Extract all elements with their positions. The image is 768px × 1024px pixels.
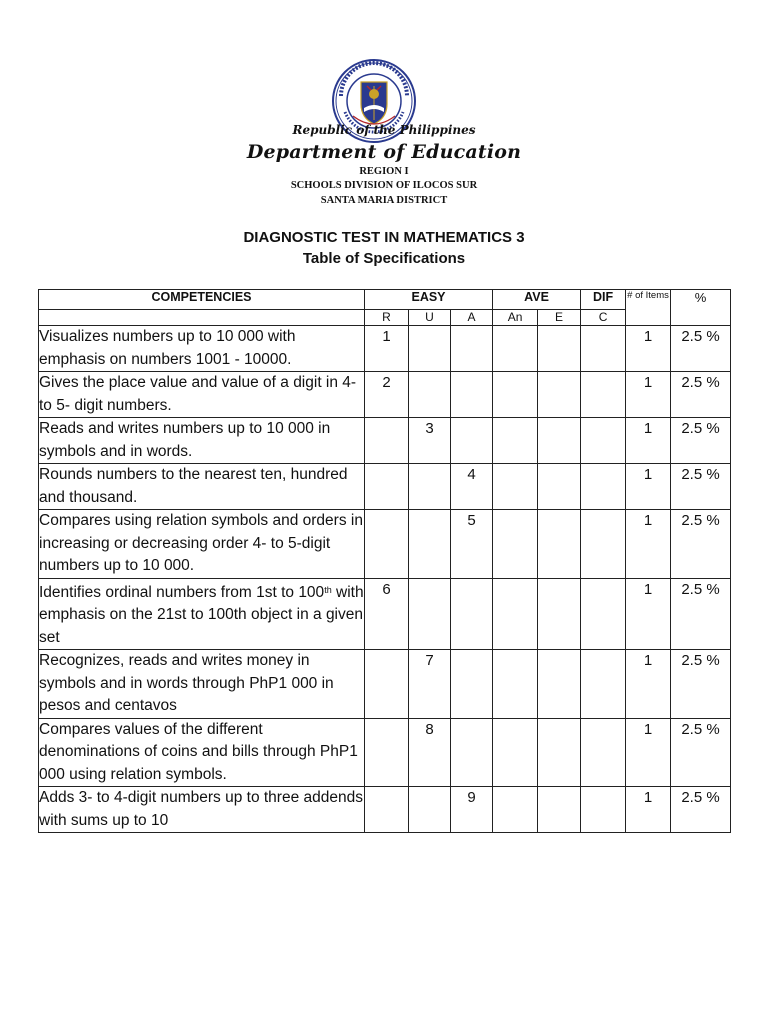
cell-u: 7 <box>409 650 451 719</box>
header-ave: AVE <box>493 290 581 310</box>
cell-e <box>538 787 581 833</box>
cell-a <box>451 372 493 418</box>
cell-percent: 2.5 % <box>671 510 731 579</box>
table-row <box>39 326 731 372</box>
cell-r: 1 <box>365 326 409 372</box>
competency-cell <box>39 578 365 650</box>
cell-an <box>493 326 538 372</box>
cell-a <box>451 650 493 719</box>
cell-u <box>409 578 451 650</box>
cell-items: 1 <box>626 510 671 579</box>
department-heading: Department of Education <box>246 141 522 163</box>
cell-an <box>493 372 538 418</box>
cell-an <box>493 787 538 833</box>
competency-text: Identifies ordinal numbers from 1st to 100 <box>39 583 325 601</box>
cell-e <box>538 578 581 650</box>
cell-an <box>493 650 538 719</box>
cell-a <box>451 578 493 650</box>
competency-cell: Adds 3- to 4-digit numbers up to three addends with sums up to 10 <box>39 787 365 833</box>
cell-percent: 2.5 % <box>671 578 731 650</box>
cell-u <box>409 510 451 579</box>
subheader-e: E <box>538 310 581 326</box>
cell-a: 9 <box>451 787 493 833</box>
table-header-row <box>39 290 731 310</box>
competency-cell: Reads and writes numbers up to 10 000 in symbols and in words. <box>39 418 365 464</box>
cell-a <box>451 718 493 787</box>
cell-percent: 2.5 % <box>671 718 731 787</box>
document-title: DIAGNOSTIC TEST IN MATHEMATICS 3 <box>243 229 525 246</box>
cell-items: 1 <box>626 718 671 787</box>
cell-a: 4 <box>451 464 493 510</box>
region-label: REGION I <box>359 166 409 177</box>
cell-u <box>409 326 451 372</box>
cell-a: 5 <box>451 510 493 579</box>
subheader-c: C <box>581 310 626 326</box>
cell-u <box>409 372 451 418</box>
cell-r <box>365 510 409 579</box>
cell-u <box>409 464 451 510</box>
district-label: SANTA MARIA DISTRICT <box>320 195 448 206</box>
table-row <box>39 372 731 418</box>
competency-cell: Compares using relation symbols and orders in increasing or decreasing order 4- to 5-digit numbers up to 10 000. <box>39 510 365 579</box>
cell-c <box>581 418 626 464</box>
cell-c <box>581 578 626 650</box>
cell-c <box>581 787 626 833</box>
specifications-table <box>38 289 731 833</box>
cell-percent: 2.5 % <box>671 787 731 833</box>
division-label: SCHOOLS DIVISION OF ILOCOS SUR <box>290 180 478 191</box>
cell-items: 1 <box>626 650 671 719</box>
cell-percent: 2.5 % <box>671 464 731 510</box>
competency-cell: Gives the place value and value of a digit in 4- to 5- digit numbers. <box>39 372 365 418</box>
cell-a <box>451 418 493 464</box>
table-row <box>39 787 731 833</box>
cell-an <box>493 578 538 650</box>
header-percent: % <box>671 290 731 326</box>
competency-cell: Recognizes, reads and writes money in symbols and in words through PhP1 000 in pesos and centavos <box>39 650 365 719</box>
cell-c <box>581 326 626 372</box>
cell-u: 3 <box>409 418 451 464</box>
cell-an <box>493 464 538 510</box>
cell-e <box>538 372 581 418</box>
cell-e <box>538 326 581 372</box>
cell-c <box>581 372 626 418</box>
cell-e <box>538 718 581 787</box>
cell-percent: 2.5 % <box>671 418 731 464</box>
cell-e <box>538 418 581 464</box>
cell-c <box>581 510 626 579</box>
cell-e <box>538 510 581 579</box>
subheader-r: R <box>365 310 409 326</box>
cell-c <box>581 718 626 787</box>
cell-items: 1 <box>626 787 671 833</box>
cell-items: 1 <box>626 326 671 372</box>
document-subtitle: Table of Specifications <box>302 250 466 267</box>
header-number-of-items: # of Items <box>626 290 671 326</box>
competency-cell: Visualizes numbers up to 10 000 with emphasis on numbers 1001 - 10000. <box>39 326 365 372</box>
table-row <box>39 718 731 787</box>
cell-an <box>493 418 538 464</box>
competency-cell: Compares values of the different denominations of coins and bills through PhP1 000 using relation symbols. <box>39 718 365 787</box>
competency-cell: Rounds numbers to the nearest ten, hundred and thousand. <box>39 464 365 510</box>
cell-an <box>493 718 538 787</box>
table-row <box>39 578 731 650</box>
cell-c <box>581 464 626 510</box>
table-row <box>39 510 731 579</box>
header-competencies: COMPETENCIES <box>39 290 365 310</box>
table-row <box>39 650 731 719</box>
cell-a <box>451 326 493 372</box>
cell-percent: 2.5 % <box>671 372 731 418</box>
header-easy: EASY <box>365 290 493 310</box>
subheader-an: An <box>493 310 538 326</box>
cell-e <box>538 464 581 510</box>
header-dif: DIF <box>581 290 626 310</box>
cell-items: 1 <box>626 578 671 650</box>
ordinal-superscript: th <box>324 584 332 595</box>
subheader-u: U <box>409 310 451 326</box>
cell-r <box>365 787 409 833</box>
cell-percent: 2.5 % <box>671 650 731 719</box>
cell-r <box>365 650 409 719</box>
cell-r: 6 <box>365 578 409 650</box>
cell-r <box>365 464 409 510</box>
table-row <box>39 418 731 464</box>
competency-text-cont: with emphasis on the 21st to 100th object in a given set <box>39 583 364 646</box>
cell-r: 2 <box>365 372 409 418</box>
cell-c <box>581 650 626 719</box>
cell-r <box>365 418 409 464</box>
cell-u: 8 <box>409 718 451 787</box>
cell-an <box>493 510 538 579</box>
cell-items: 1 <box>626 372 671 418</box>
subheader-a: A <box>451 310 493 326</box>
cell-percent: 2.5 % <box>671 326 731 372</box>
cell-u <box>409 787 451 833</box>
cell-r <box>365 718 409 787</box>
subheader-blank <box>39 310 365 326</box>
cell-e <box>538 650 581 719</box>
table-row <box>39 464 731 510</box>
republic-heading: Republic of the Philippines <box>292 123 476 137</box>
cell-items: 1 <box>626 464 671 510</box>
cell-items: 1 <box>626 418 671 464</box>
